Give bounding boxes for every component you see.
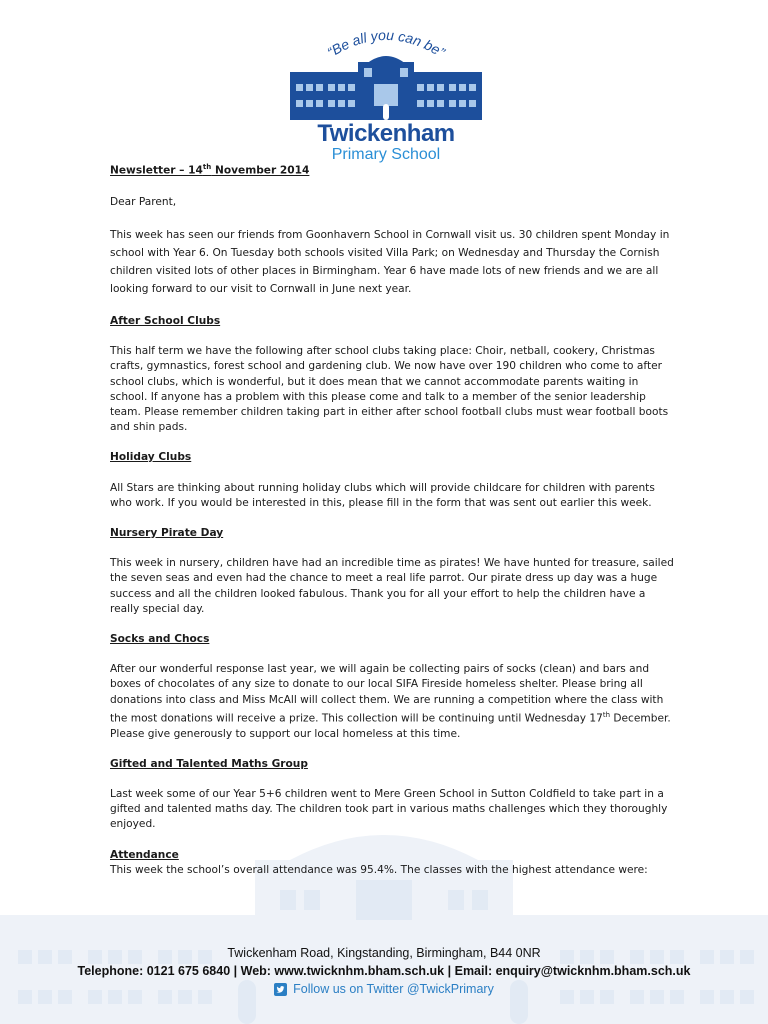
footer-twitter[interactable]: [0, 981, 768, 997]
section-heading-gifted: Gifted and Talented Maths Group: [110, 757, 308, 770]
footer-web-link[interactable]: Web: www.twicknhm.bham.sch.uk: [240, 964, 445, 978]
footer-separator: |: [447, 964, 452, 978]
school-logo: [288, 24, 484, 163]
section-heading-pirate: Nursery Pirate Day: [110, 526, 224, 539]
section-text-pirate: This week in nursery, children have had an incredible time as pirates! We have hunted for treasure, sailed the seven seas and even had the chance to meet a real life parrot. Our pirate dress up day was a huge success and all the children looked fabulous. Thank you for all your effort to help the children have a really special day.: [110, 557, 674, 615]
section-text-attendance: This week the school’s overall attendance was 95.4%. The classes with the highest attendance were:: [110, 863, 648, 876]
section-text-holiday: All Stars are thinking about running holiday clubs which will provide childcare for children with parents who work. If you would be interested in this, please fill in the form that was sent out earlier this week.: [110, 481, 655, 509]
school-subtitle: Primary School: [331, 146, 441, 163]
section-text-gifted: Last week some of our Year 5+6 children went to Mere Green School in Sutton Coldfield to take part in a gifted and talented maths day. The children took part in various maths challenges which they thoroughly enjoyed.: [110, 787, 668, 831]
greeting: Dear Parent,: [110, 195, 177, 208]
newsletter-title: Newsletter – 14th November 2014: [110, 163, 310, 177]
footer-telephone: Telephone: 0121 675 6840: [77, 964, 231, 978]
section-heading-attendance: Attendance: [110, 848, 179, 861]
footer-separator: |: [233, 964, 238, 978]
svg-text:“Be all you can be”: “Be all you can be”: [324, 26, 448, 61]
footer: [0, 945, 768, 997]
school-name: Twickenham: [317, 120, 455, 147]
section-heading-after-school: After School Clubs: [110, 314, 221, 327]
footer-address: Twickenham Road, Kingstanding, Birmingham, B44 0NR: [227, 946, 541, 960]
school-building-icon: [288, 54, 484, 120]
section-text-socks: After our wonderful response last year, we will again be collecting pairs of socks (clean) and bars and boxes of chocolates of any size to donate to our local SIFA Fireside homeless shelter. Please bring all donations into class and Miss McAll will collect them. We are running a competition where the class with the most donations will receive a prize. This collection will be continuing until Wednesday 17th December. Please give generously to support our local homeless at this time.: [110, 663, 671, 740]
section-heading-socks: Socks and Chocs: [110, 632, 210, 645]
intro-paragraph: This week has seen our friends from Goonhavern School in Cornwall visit us. 30 children spent Monday in school with Year 6. On Tuesday both schools visited Villa Park; on Wednesday and Thursday the Cornish children visited lots of other places in Birmingham. Year 6 have made lots of new friends and we are all looking forward to our visit to Cornwall in June next year.: [110, 228, 670, 295]
twitter-follow-text: Follow us on Twitter @TwickPrimary: [293, 982, 494, 996]
newsletter-body: [110, 160, 676, 878]
section-text-after-school: This half term we have the following after school clubs taking place: Choir, netball, cookery, Christmas crafts, gymnastics, forest school and gardening club. We now have over 190 children who come to after school clubs, which is wonderful, but it does mean that we cannot accommodate parents waiting in school. If anyone has a problem with this please come and talk to a member of the senior leadership team. Please remember children taking part in either after school football clubs must wear football boots and shin pads.: [110, 345, 669, 434]
twitter-bird-icon: [274, 983, 287, 996]
footer-email-link[interactable]: Email: enquiry@twicknhm.bham.sch.uk: [454, 964, 691, 978]
section-heading-holiday: Holiday Clubs: [110, 451, 192, 464]
footer-contact: [0, 963, 768, 980]
